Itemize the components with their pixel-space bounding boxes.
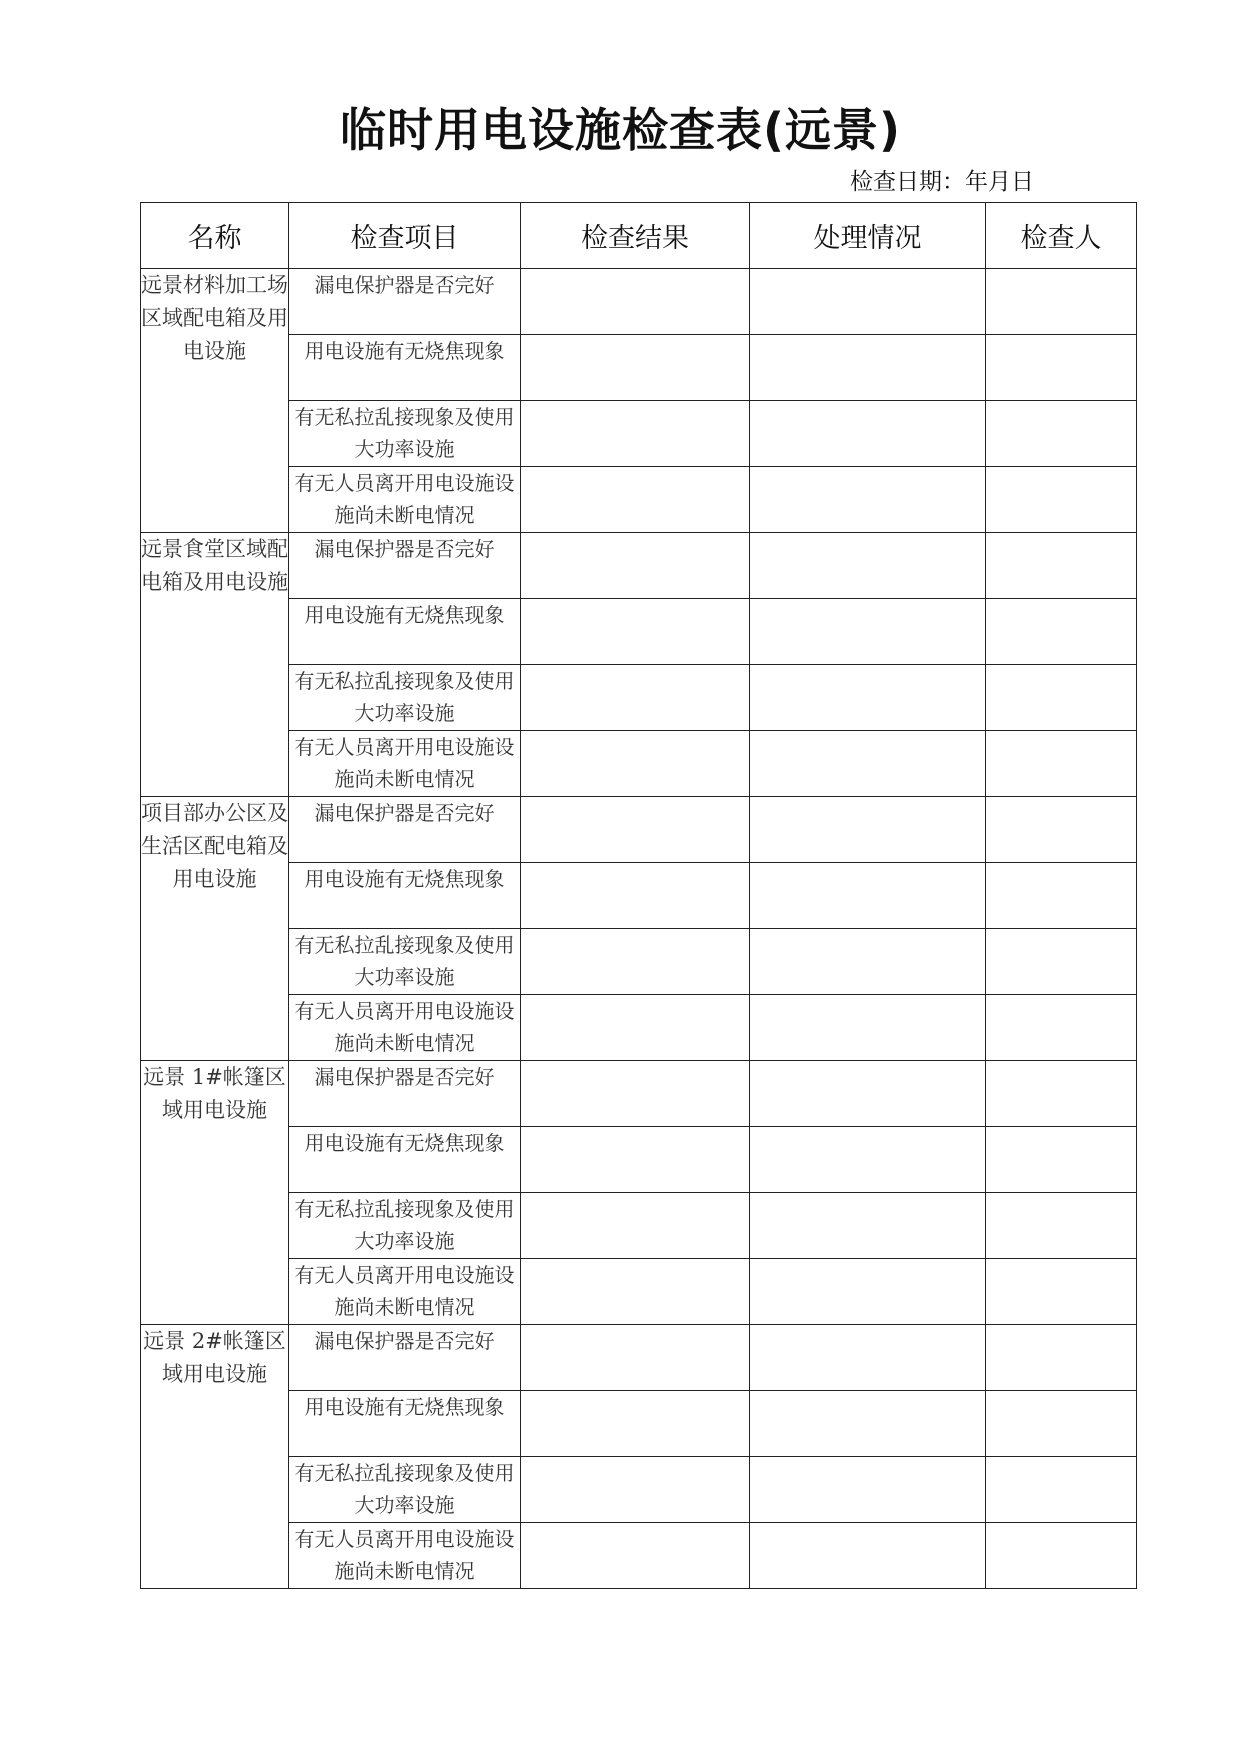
inspector-cell[interactable]	[986, 1259, 1137, 1325]
table-header-row	[141, 203, 1137, 269]
check-result-cell[interactable]	[521, 1457, 750, 1523]
inspection-date-line: 检查日期：年月日	[850, 169, 1034, 195]
header-inspector: 检查人	[986, 203, 1137, 269]
inspector-cell[interactable]	[986, 599, 1137, 665]
table-row	[141, 1193, 1137, 1259]
page-title: 临时用电设施检查表(远景)	[339, 103, 902, 157]
inspector-cell[interactable]	[986, 1061, 1137, 1127]
header-check-result: 检查结果	[521, 203, 750, 269]
check-item-cell: 用电设施有无烧焦现象	[289, 1391, 521, 1457]
check-result-cell[interactable]	[521, 1391, 750, 1457]
check-item-cell: 有无人员离开用电设施设施尚未断电情况	[289, 1259, 521, 1325]
inspector-cell[interactable]	[986, 665, 1137, 731]
handling-cell[interactable]	[750, 731, 986, 797]
check-result-cell[interactable]	[521, 599, 750, 665]
inspector-cell[interactable]	[986, 1457, 1137, 1523]
table-row	[141, 995, 1137, 1061]
check-item-cell: 有无人员离开用电设施设施尚未断电情况	[289, 731, 521, 797]
table-row	[141, 797, 1137, 863]
check-result-cell[interactable]	[521, 1523, 750, 1589]
handling-cell[interactable]	[750, 533, 986, 599]
table-row	[141, 1325, 1137, 1391]
check-result-cell[interactable]	[521, 335, 750, 401]
check-item-cell: 有无私拉乱接现象及使用大功率设施	[289, 401, 521, 467]
table-row	[141, 1457, 1137, 1523]
inspector-cell[interactable]	[986, 1325, 1137, 1391]
table-row	[141, 929, 1137, 995]
check-result-cell[interactable]	[521, 929, 750, 995]
check-item-cell: 漏电保护器是否完好	[289, 1061, 521, 1127]
inspector-cell[interactable]	[986, 533, 1137, 599]
table-body	[141, 269, 1137, 1589]
check-item-cell: 有无私拉乱接现象及使用大功率设施	[289, 665, 521, 731]
handling-cell[interactable]	[750, 863, 986, 929]
table-row	[141, 665, 1137, 731]
handling-cell[interactable]	[750, 1259, 986, 1325]
inspector-cell[interactable]	[986, 1391, 1137, 1457]
section-name-cell: 远景 2#帐篷区域用电设施	[141, 1325, 289, 1589]
inspector-cell[interactable]	[986, 863, 1137, 929]
inspection-table	[140, 202, 1137, 1589]
check-item-cell: 有无人员离开用电设施设施尚未断电情况	[289, 467, 521, 533]
header-handling: 处理情况	[750, 203, 986, 269]
handling-cell[interactable]	[750, 1325, 986, 1391]
inspector-cell[interactable]	[986, 929, 1137, 995]
check-result-cell[interactable]	[521, 1325, 750, 1391]
handling-cell[interactable]	[750, 599, 986, 665]
check-item-cell: 有无私拉乱接现象及使用大功率设施	[289, 1457, 521, 1523]
check-result-cell[interactable]	[521, 863, 750, 929]
table-row	[141, 401, 1137, 467]
handling-cell[interactable]	[750, 467, 986, 533]
check-result-cell[interactable]	[521, 1061, 750, 1127]
inspector-cell[interactable]	[986, 1127, 1137, 1193]
inspector-cell[interactable]	[986, 467, 1137, 533]
check-result-cell[interactable]	[521, 269, 750, 335]
inspector-cell[interactable]	[986, 797, 1137, 863]
check-item-cell: 有无人员离开用电设施设施尚未断电情况	[289, 995, 521, 1061]
handling-cell[interactable]	[750, 335, 986, 401]
check-item-cell: 有无私拉乱接现象及使用大功率设施	[289, 929, 521, 995]
check-item-cell: 有无私拉乱接现象及使用大功率设施	[289, 1193, 521, 1259]
inspector-cell[interactable]	[986, 995, 1137, 1061]
table-row	[141, 1259, 1137, 1325]
check-item-cell: 用电设施有无烧焦现象	[289, 1127, 521, 1193]
check-result-cell[interactable]	[521, 1193, 750, 1259]
table-row	[141, 533, 1137, 599]
section-name-cell: 远景材料加工场区域配电箱及用电设施	[141, 269, 289, 533]
check-result-cell[interactable]	[521, 797, 750, 863]
check-item-cell: 漏电保护器是否完好	[289, 269, 521, 335]
header-name: 名称	[141, 203, 289, 269]
table-row	[141, 269, 1137, 335]
table-row	[141, 863, 1137, 929]
handling-cell[interactable]	[750, 665, 986, 731]
handling-cell[interactable]	[750, 1391, 986, 1457]
header-check-item: 检查项目	[289, 203, 521, 269]
inspector-cell[interactable]	[986, 1523, 1137, 1589]
handling-cell[interactable]	[750, 995, 986, 1061]
check-item-cell: 用电设施有无烧焦现象	[289, 863, 521, 929]
check-result-cell[interactable]	[521, 533, 750, 599]
check-item-cell: 用电设施有无烧焦现象	[289, 599, 521, 665]
handling-cell[interactable]	[750, 797, 986, 863]
check-item-cell: 用电设施有无烧焦现象	[289, 335, 521, 401]
inspector-cell[interactable]	[986, 731, 1137, 797]
table-row	[141, 599, 1137, 665]
section-name-cell: 项目部办公区及生活区配电箱及用电设施	[141, 797, 289, 1061]
handling-cell[interactable]	[750, 1193, 986, 1259]
inspector-cell[interactable]	[986, 1193, 1137, 1259]
check-result-cell[interactable]	[521, 1127, 750, 1193]
check-item-cell: 有无人员离开用电设施设施尚未断电情况	[289, 1523, 521, 1589]
check-item-cell: 漏电保护器是否完好	[289, 533, 521, 599]
check-result-cell[interactable]	[521, 1259, 750, 1325]
handling-cell[interactable]	[750, 1457, 986, 1523]
check-item-cell: 漏电保护器是否完好	[289, 797, 521, 863]
handling-cell[interactable]	[750, 269, 986, 335]
check-result-cell[interactable]	[521, 731, 750, 797]
table-row	[141, 731, 1137, 797]
table-row	[141, 1523, 1137, 1589]
table-row	[141, 1391, 1137, 1457]
check-item-cell: 漏电保护器是否完好	[289, 1325, 521, 1391]
handling-cell[interactable]	[750, 1127, 986, 1193]
handling-cell[interactable]	[750, 401, 986, 467]
inspector-cell[interactable]	[986, 335, 1137, 401]
section-name-cell: 远景 1#帐篷区域用电设施	[141, 1061, 289, 1325]
inspector-cell[interactable]	[986, 401, 1137, 467]
check-result-cell[interactable]	[521, 665, 750, 731]
table-row	[141, 467, 1137, 533]
section-name-cell: 远景食堂区域配电箱及用电设施	[141, 533, 289, 797]
inspector-cell[interactable]	[986, 269, 1137, 335]
handling-cell[interactable]	[750, 1061, 986, 1127]
table-row	[141, 1061, 1137, 1127]
check-result-cell[interactable]	[521, 401, 750, 467]
check-result-cell[interactable]	[521, 995, 750, 1061]
handling-cell[interactable]	[750, 1523, 986, 1589]
table-row	[141, 335, 1137, 401]
check-result-cell[interactable]	[521, 467, 750, 533]
handling-cell[interactable]	[750, 929, 986, 995]
table-row	[141, 1127, 1137, 1193]
